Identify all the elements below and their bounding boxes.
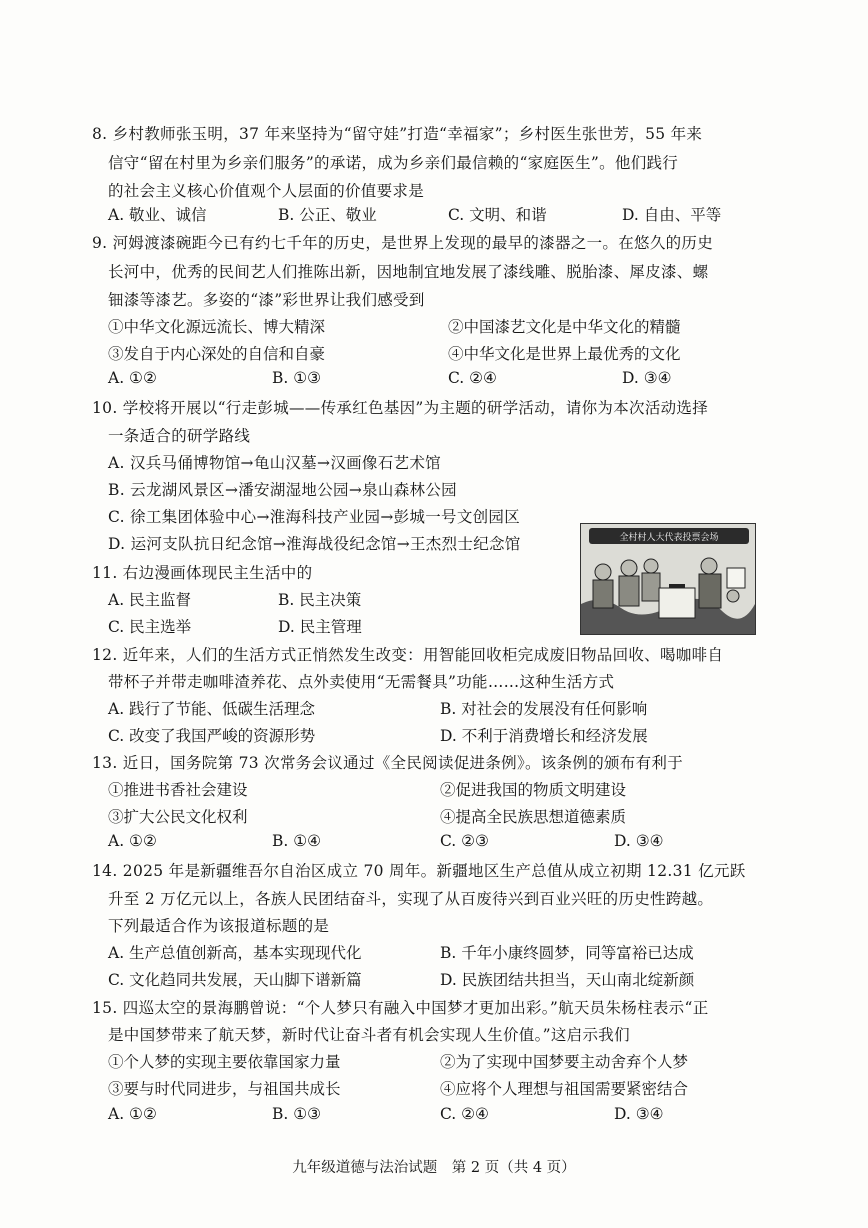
q9-option-b: B. ①③ (272, 369, 322, 387)
q14-option-d: D. 民族团结共担当，天山南北绽新颜 (440, 971, 695, 989)
q13-option-b: B. ①④ (272, 832, 322, 850)
q8-line-3: 的社会主义核心价值观个人层面的价值要求是 (108, 182, 425, 200)
q10-option-c: C. 徐工集团体验中心→淮海科技产业园→彭城一号文创园区 (108, 508, 521, 526)
q9-item-1: ①中华文化源远流长、博大精深 (108, 318, 326, 336)
q15-items-row-1 (0, 1050, 868, 1072)
q15-option-c: C. ②④ (440, 1105, 489, 1123)
q13-options (0, 832, 868, 854)
q11-option-b: B. 民主决策 (278, 591, 362, 609)
q15-option-b: B. ①③ (272, 1105, 322, 1123)
q11-options-row-2 (0, 615, 868, 637)
q15-item-3: ③要与时代同进步，与祖国共成长 (108, 1080, 341, 1098)
q14-line-2: 升至 2 万亿元以上，各族人民团结奋斗，实现了从百废待兴到百业兴旺的历史性跨越。 (108, 890, 714, 908)
q8-line-2: 信守“留在村里为乡亲们服务”的承诺，成为乡亲们最信赖的“家庭医生”。他们践行 (108, 154, 679, 172)
q10-option-d: D. 运河支队抗日纪念馆→淮海战役纪念馆→王杰烈士纪念馆 (108, 535, 521, 553)
q13-line: 13. 近日，国务院第 73 次常务会议通过《全民阅读促进条例》。该条例的颁布有利于 (92, 754, 684, 772)
q14-option-a: A. 生产总值创新高，基本实现现代化 (108, 944, 362, 962)
q14-options-row-2 (0, 968, 868, 990)
q15-line-2: 是中国梦带来了航天梦，新时代让奋斗者有机会实现人生价值。”这启示我们 (108, 1026, 630, 1044)
q15-options (0, 1105, 868, 1127)
q11-option-a: A. 民主监督 (108, 591, 192, 609)
q10-option-b: B. 云龙湖风景区→潘安湖湿地公园→泉山森林公园 (108, 481, 457, 499)
q10-line-1: 10. 学校将开展以“行走彭城——传承红色基因”为主题的研学活动，请你为本次活动选择 (92, 399, 709, 417)
q14-line-1: 14. 2025 年是新疆维吾尔自治区成立 70 周年。新疆地区生产总值从成立初期 12.31 亿元跃 (92, 862, 746, 880)
q9-item-4: ④中华文化是世界上最优秀的文化 (448, 345, 681, 363)
q10-option-a: A. 汉兵马俑博物馆→龟山汉墓→汉画像石艺术馆 (108, 454, 441, 472)
q12-options-row-1 (0, 697, 868, 719)
q9-option-c: C. ②④ (448, 369, 497, 387)
q9-item-2: ②中国漆艺文化是中华文化的精髓 (448, 318, 681, 336)
q13-item-1: ①推进书香社会建设 (108, 781, 248, 799)
q14-option-c: C. 文化趋同共发展，天山脚下谱新篇 (108, 971, 362, 989)
q12-option-c: C. 改变了我国严峻的资源形势 (108, 727, 316, 745)
comic-caption: 全村村人大代表投票会场 (619, 533, 719, 543)
q12-line-2: 带杯子并带走咖啡渣养花、点外卖使用“无需餐具”功能……这种生活方式 (108, 673, 615, 691)
q9-line-3: 钿漆等漆艺。多姿的“漆”彩世界让我们感受到 (108, 291, 425, 309)
q10-line-2: 一条适合的研学路线 (108, 427, 251, 445)
q13-items-row-1 (0, 778, 868, 800)
q14-option-b: B. 千年小康终圆梦，同等富裕已达成 (440, 944, 694, 962)
q15-item-1: ①个人梦的实现主要依靠国家力量 (108, 1053, 341, 1071)
q13-option-a: A. ①② (108, 832, 157, 850)
q15-items-row-2 (0, 1077, 868, 1099)
q15-line-1: 15. 四巡太空的景海鹏曾说：“个人梦只有融入中国梦才更加出彩。”航天员朱杨柱表示“正 (92, 999, 709, 1017)
q12-option-a: A. 践行了节能、低碳生活理念 (108, 700, 316, 718)
q11-options-row-1 (0, 588, 868, 610)
q12-line-1: 12. 近年来，人们的生活方式正悄然发生改变：用智能回收柜完成废旧物品回收、喝咖啡自 (92, 646, 724, 664)
q9-items-row-2 (0, 342, 868, 364)
q12-option-d: D. 不利于消费增长和经济发展 (440, 727, 648, 745)
q9-line-1: 9. 河姆渡漆碗距今已有约七千年的历史，是世界上发现的最早的漆器之一。在悠久的历史 (92, 234, 714, 252)
q9-option-d: D. ③④ (622, 369, 672, 387)
q9-line-2: 长河中，优秀的民间艺人们推陈出新，因地制宜地发展了漆线雕、脱胎漆、犀皮漆、螺 (108, 263, 709, 281)
q9-item-3: ③发自于内心深处的自信和自豪 (108, 345, 326, 363)
q11-option-d: D. 民主管理 (278, 618, 362, 636)
q8-line-1: 8. 乡村教师张玉明，37 年来坚持为“留守娃”打造“幸福家”；乡村医生张世芳，55 年来 (92, 125, 703, 143)
q14-line-3: 下列最适合作为该报道标题的是 (108, 917, 330, 935)
q15-item-2: ②为了实现中国梦要主动舍弃个人梦 (440, 1053, 689, 1071)
q8-option-a: A. 敬业、诚信 (108, 206, 207, 224)
q13-items-row-2 (0, 805, 868, 827)
q9-option-a: A. ①② (108, 369, 157, 387)
q13-option-c: C. ②③ (440, 832, 489, 850)
q12-option-b: B. 对社会的发展没有任何影响 (440, 700, 648, 718)
q8-options (0, 203, 868, 225)
q11-line: 11. 右边漫画体现民主生活中的 (92, 564, 313, 582)
q13-item-2: ②促进我国的物质文明建设 (440, 781, 627, 799)
page-footer: 九年级道德与法治试题 第 2 页（共 4 页） (292, 1160, 576, 1176)
q11-option-c: C. 民主选举 (108, 618, 192, 636)
q9-options (0, 369, 868, 391)
q15-item-4: ④应将个人理想与祖国需要紧密结合 (440, 1080, 689, 1098)
q13-item-4: ④提高全民族思想道德素质 (440, 808, 627, 826)
q13-option-d: D. ③④ (614, 832, 664, 850)
q15-option-d: D. ③④ (614, 1105, 664, 1123)
q15-option-a: A. ①② (108, 1105, 157, 1123)
q13-item-3: ③扩大公民文化权利 (108, 808, 248, 826)
q8-option-b: B. 公正、敬业 (278, 206, 377, 224)
q8-option-c: C. 文明、和谐 (448, 206, 547, 224)
q12-options-row-2 (0, 724, 868, 746)
q8-option-d: D. 自由、平等 (622, 206, 722, 224)
q14-options-row-1 (0, 941, 868, 963)
q9-items-row-1 (0, 315, 868, 337)
